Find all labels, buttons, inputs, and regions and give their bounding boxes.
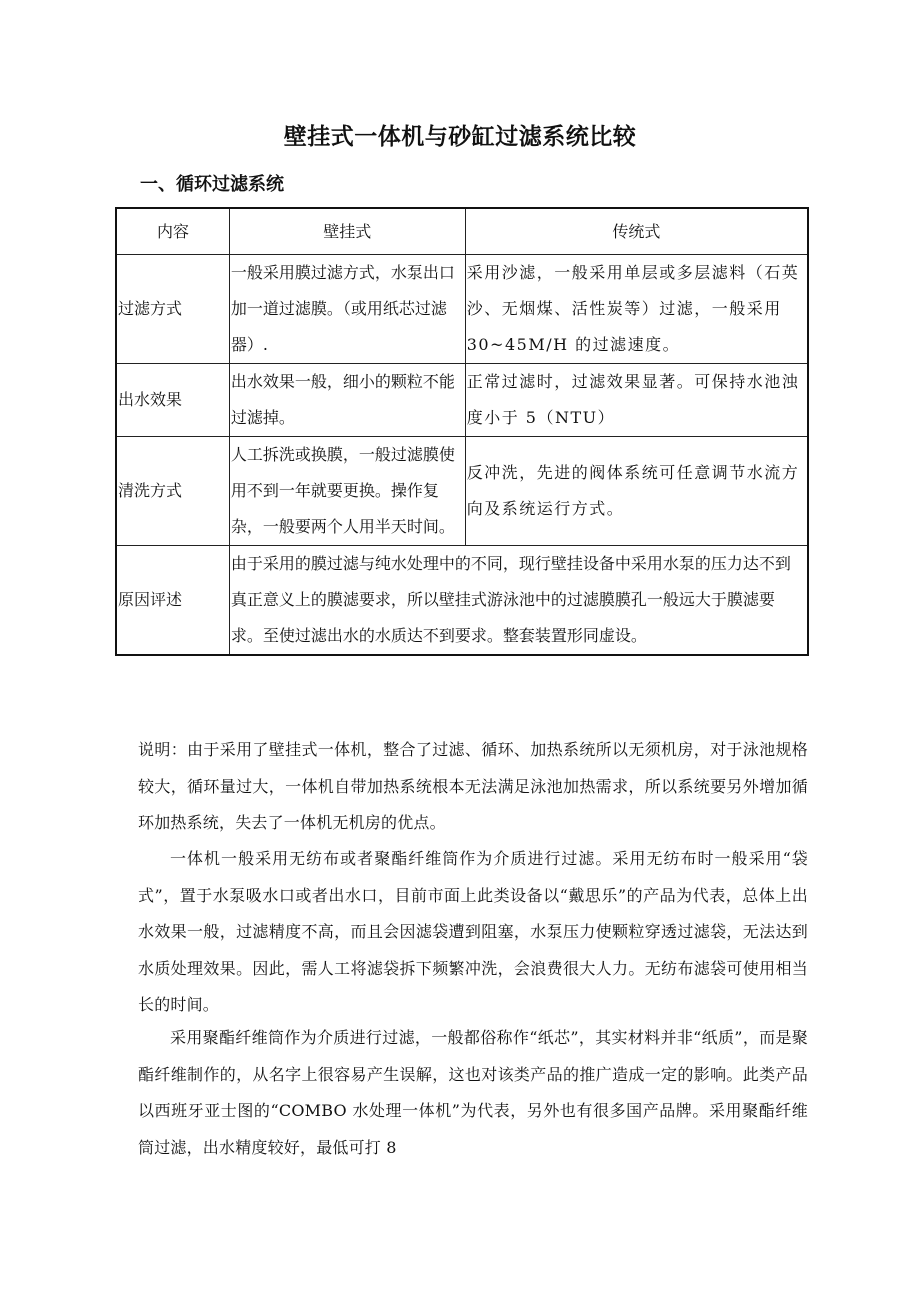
header-traditional: 传统式 (465, 208, 808, 255)
table-row (116, 364, 808, 437)
header-wall-mounted: 壁挂式 (229, 208, 465, 255)
wall-mounted-cell: 一般采用膜过滤方式，水泵出口加一道过滤膜。（或用纸芯过滤器）. (229, 255, 465, 364)
traditional-cell: 反冲洗，先进的阀体系统可任意调节水流方向及系统运行方式。 (465, 437, 808, 546)
table-row (116, 546, 808, 656)
body-paragraph: 一体机一般采用无纺布或者聚酯纤维筒作为介质进行过滤。采用无纺布时一般采用“袋式”，置于水泵吸水口或者出水口，目前市面上此类设备以“戴思乐”的产品为代表，总体上出水效果一般，过滤精度不高，而且会因滤袋遭到阻塞，水泵压力使颗粒穿透过滤袋，无法达到水质处理效果。因此，需人工将滤袋拆下频繁冲洗，会浪费很大人力。无纺布滤袋可使用相当长的时间。 (138, 849, 808, 1014)
comparison-table (115, 207, 809, 656)
traditional-cell: 正常过滤时，过滤效果显著。可保持水池浊度小于 5（NTU） (465, 364, 808, 437)
section-heading: 一、循环过滤系统 (140, 174, 284, 195)
table-row (116, 437, 808, 546)
row-label: 原因评述 (116, 546, 229, 656)
table-header-row (116, 208, 808, 255)
document-title: 壁挂式一体机与砂缸过滤系统比较 (283, 124, 637, 150)
row-label: 过滤方式 (116, 255, 229, 364)
body-paragraph: 采用聚酯纤维筒作为介质进行过滤，一般都俗称作“纸芯”，其实材料并非“纸质”，而是聚酯纤维制作的，从名字上很容易产生误解，这也对该类产品的推广造成一定的影响。此类产品以西班牙亚士图的“COMBO 水处理一体机”为代表，另外也有很多国产品牌。采用聚酯纤维筒过滤，出水精度较好，最低可打 8 (138, 1028, 808, 1157)
wall-mounted-cell: 出水效果一般，细小的颗粒不能过滤掉。 (229, 364, 465, 437)
row-label: 出水效果 (116, 364, 229, 437)
table-row (116, 255, 808, 364)
merged-comment-cell: 由于采用的膜过滤与纯水处理中的不同，现行壁挂设备中采用水泵的压力达不到真正意义上的膜滤要求，所以壁挂式游泳池中的过滤膜膜孔一般远大于膜滤要求。至使过滤出水的水质达不到要求。整套装置形同虚设。 (229, 546, 808, 656)
header-content: 内容 (116, 208, 229, 255)
traditional-cell: 采用沙滤，一般采用单层或多层滤料（石英沙、无烟煤、活性炭等）过滤，一般采用 30~45M/H 的过滤速度。 (465, 255, 808, 364)
wall-mounted-cell: 人工拆洗或换膜，一般过滤膜使用不到一年就要更换。操作复杂，一般要两个人用半天时间。 (229, 437, 465, 546)
row-label: 清洗方式 (116, 437, 229, 546)
note-paragraph: 说明：由于采用了壁挂式一体机，整合了过滤、循环、加热系统所以无须机房，对于泳池规格较大，循环量过大，一体机自带加热系统根本无法满足泳池加热需求，所以系统要另外增加循环加热系统，失去了一体机无机房的优点。 (138, 740, 808, 832)
